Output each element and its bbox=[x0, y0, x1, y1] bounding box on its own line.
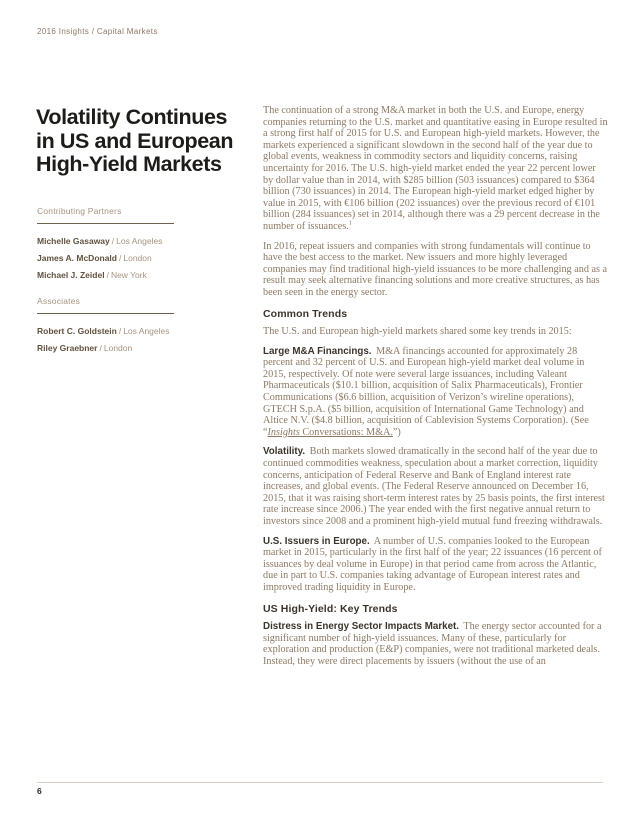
paragraph-large-ma-financings bbox=[263, 346, 608, 439]
paragraph-text: The energy sector accounted for a significant number of high-yield issuances. Many of these, particularly for exploration and production (E&P) companies, were not traditional marketed deals. Instead, they were direct placements by issuers (without the use of an bbox=[263, 621, 602, 667]
paragraph-text: M&A financings accounted for approximately 28 percent and 32 percent of U.S. and European high-yield market deal volume in 2015, respectively. Of note were several large issuances, including Valeant Pharmaceuticals ($10.1 billion, acquisition of Salix Pharmaceuticals), Frontier Communications ($6.6 billion, acquisition of Verizon’s wireline operations), GTECH S.p.A. ($5 billion, acquisition of International Game Technology) and Altice N.V. ($4.8 billion, acquisition of Cablevision Systems Corporation). bbox=[263, 345, 585, 427]
list-item bbox=[37, 250, 237, 267]
footnote-marker: 1 bbox=[348, 219, 352, 227]
separator: / bbox=[106, 270, 109, 280]
heading-us-high-yield-key-trends: US High-Yield: Key Trends bbox=[263, 602, 398, 615]
insights-conversations-link[interactable] bbox=[268, 427, 393, 438]
page-title-line: High-Yield Markets bbox=[36, 152, 222, 176]
article-body bbox=[263, 105, 608, 676]
paragraph-outlook: In 2016, repeat issuers and companies with strong fundamentals will continue to have the best access to the market. New issuers and more highly leveraged companies may find traditional high-yield issuances to be more challenging and as a result may seek alternative financing solutions and more creative structures, as has been seen in the energy sector. bbox=[263, 240, 608, 298]
person-name: James A. McDonald bbox=[37, 253, 117, 263]
page-title-line: Volatility Continues bbox=[36, 105, 228, 129]
link-rest-part: Conversations: M&A. bbox=[299, 426, 393, 438]
person-location: Los Angeles bbox=[123, 326, 170, 336]
paragraph-volatility bbox=[263, 446, 608, 527]
page-title bbox=[36, 106, 266, 177]
paragraph-us-issuers-europe bbox=[263, 536, 608, 594]
heading-common-trends: Common Trends bbox=[263, 307, 348, 320]
see-note-suffix: ”) bbox=[392, 426, 401, 438]
person-location: London bbox=[103, 343, 133, 353]
run-in-heading: Large M&A Financings. bbox=[263, 345, 372, 357]
separator: / bbox=[111, 236, 115, 246]
page-title-line: in US and European bbox=[36, 128, 234, 153]
run-in-heading: Volatility. bbox=[263, 446, 306, 458]
list-item bbox=[37, 323, 237, 340]
person-name: Riley Graebner bbox=[37, 343, 98, 353]
separator: / bbox=[119, 253, 122, 263]
paragraph-trends-intro: The U.S. and European high-yield markets shared some key trends in 2015: bbox=[263, 326, 572, 338]
person-location: Los Angeles bbox=[116, 236, 163, 246]
separator: / bbox=[99, 343, 102, 353]
paragraph-text: Both markets slowed dramatically in the second half of the year due to continued commodities weakness, speculation about a market correction, liquidity concerns, anticipation of Federal Reserve and Bank of England interest rate increases, and global events. (The Federal Reserve announced on December 16, 2015, that it was raising short-term interest rates by 25 basis points, the first interest rate increase since 2006.) The year ended with the first negative annual return to investors since 2008 and a prominent high-yield mutual fund freezing withdrawals. bbox=[263, 446, 605, 527]
list-item bbox=[37, 233, 237, 250]
list-item bbox=[37, 267, 237, 284]
run-in-heading: U.S. Issuers in Europe. bbox=[263, 535, 370, 547]
page-number: 6 bbox=[37, 786, 42, 796]
paragraph-text: A number of U.S. companies looked to the European market in 2015, particularly in the first half of the year; 22 issuances (16 percent of issuances by deal volume in Europe) in that period came from across the Atlantic, due in part to U.S. companies taking advantage of European interest rates and improved trading liquidity in Europe. bbox=[263, 535, 602, 593]
separator: / bbox=[118, 326, 122, 336]
run-in-heading: Distress in Energy Sector Impacts Market. bbox=[263, 621, 460, 633]
person-name: Michelle Gasaway bbox=[37, 236, 110, 246]
associates-label: Associates bbox=[37, 296, 174, 314]
person-name: Michael J. Zeidel bbox=[37, 270, 105, 280]
person-location: London bbox=[123, 253, 152, 263]
footer-divider bbox=[37, 782, 603, 783]
link-italic-part: Insights bbox=[267, 426, 300, 438]
associates-section bbox=[37, 296, 237, 357]
paragraph-energy-distress bbox=[263, 621, 608, 667]
breadcrumb: 2016 Insights / Capital Markets bbox=[37, 27, 158, 36]
see-note-prefix: (See “ bbox=[263, 415, 589, 438]
person-name: Robert C. Goldstein bbox=[37, 326, 117, 336]
person-location: New York bbox=[110, 270, 147, 280]
paragraph-intro bbox=[263, 105, 608, 233]
contributing-partners-label: Contributing Partners bbox=[37, 206, 174, 224]
paragraph-text: The continuation of a strong M&A market in both the U.S. and Europe, energy companies returning to the U.S. market and quantitative easing in Europe resulted in a strong first half of 2015 for U.S. and European high-yield markets. However, the markets experienced a significant slowdown in the second half of the year due to global events, weakness in commodity sectors and liquidity concerns, raising uncertainty for 2016. The U.S. high-yield market ended the year 22 percent lower by dollar value than in 2014, with $285 billion (503 issuances) compared to $364 billion (730 issuances) in 2014. The European high-yield market edged higher by value in 2015, with €106 billion (202 issuances) over the previous record of €101 billion (284 issuances) set in 2014, although there was a 29 percent decrease in the number of issuances. bbox=[263, 105, 608, 232]
list-item bbox=[37, 340, 237, 357]
contributing-partners-section bbox=[37, 206, 237, 284]
